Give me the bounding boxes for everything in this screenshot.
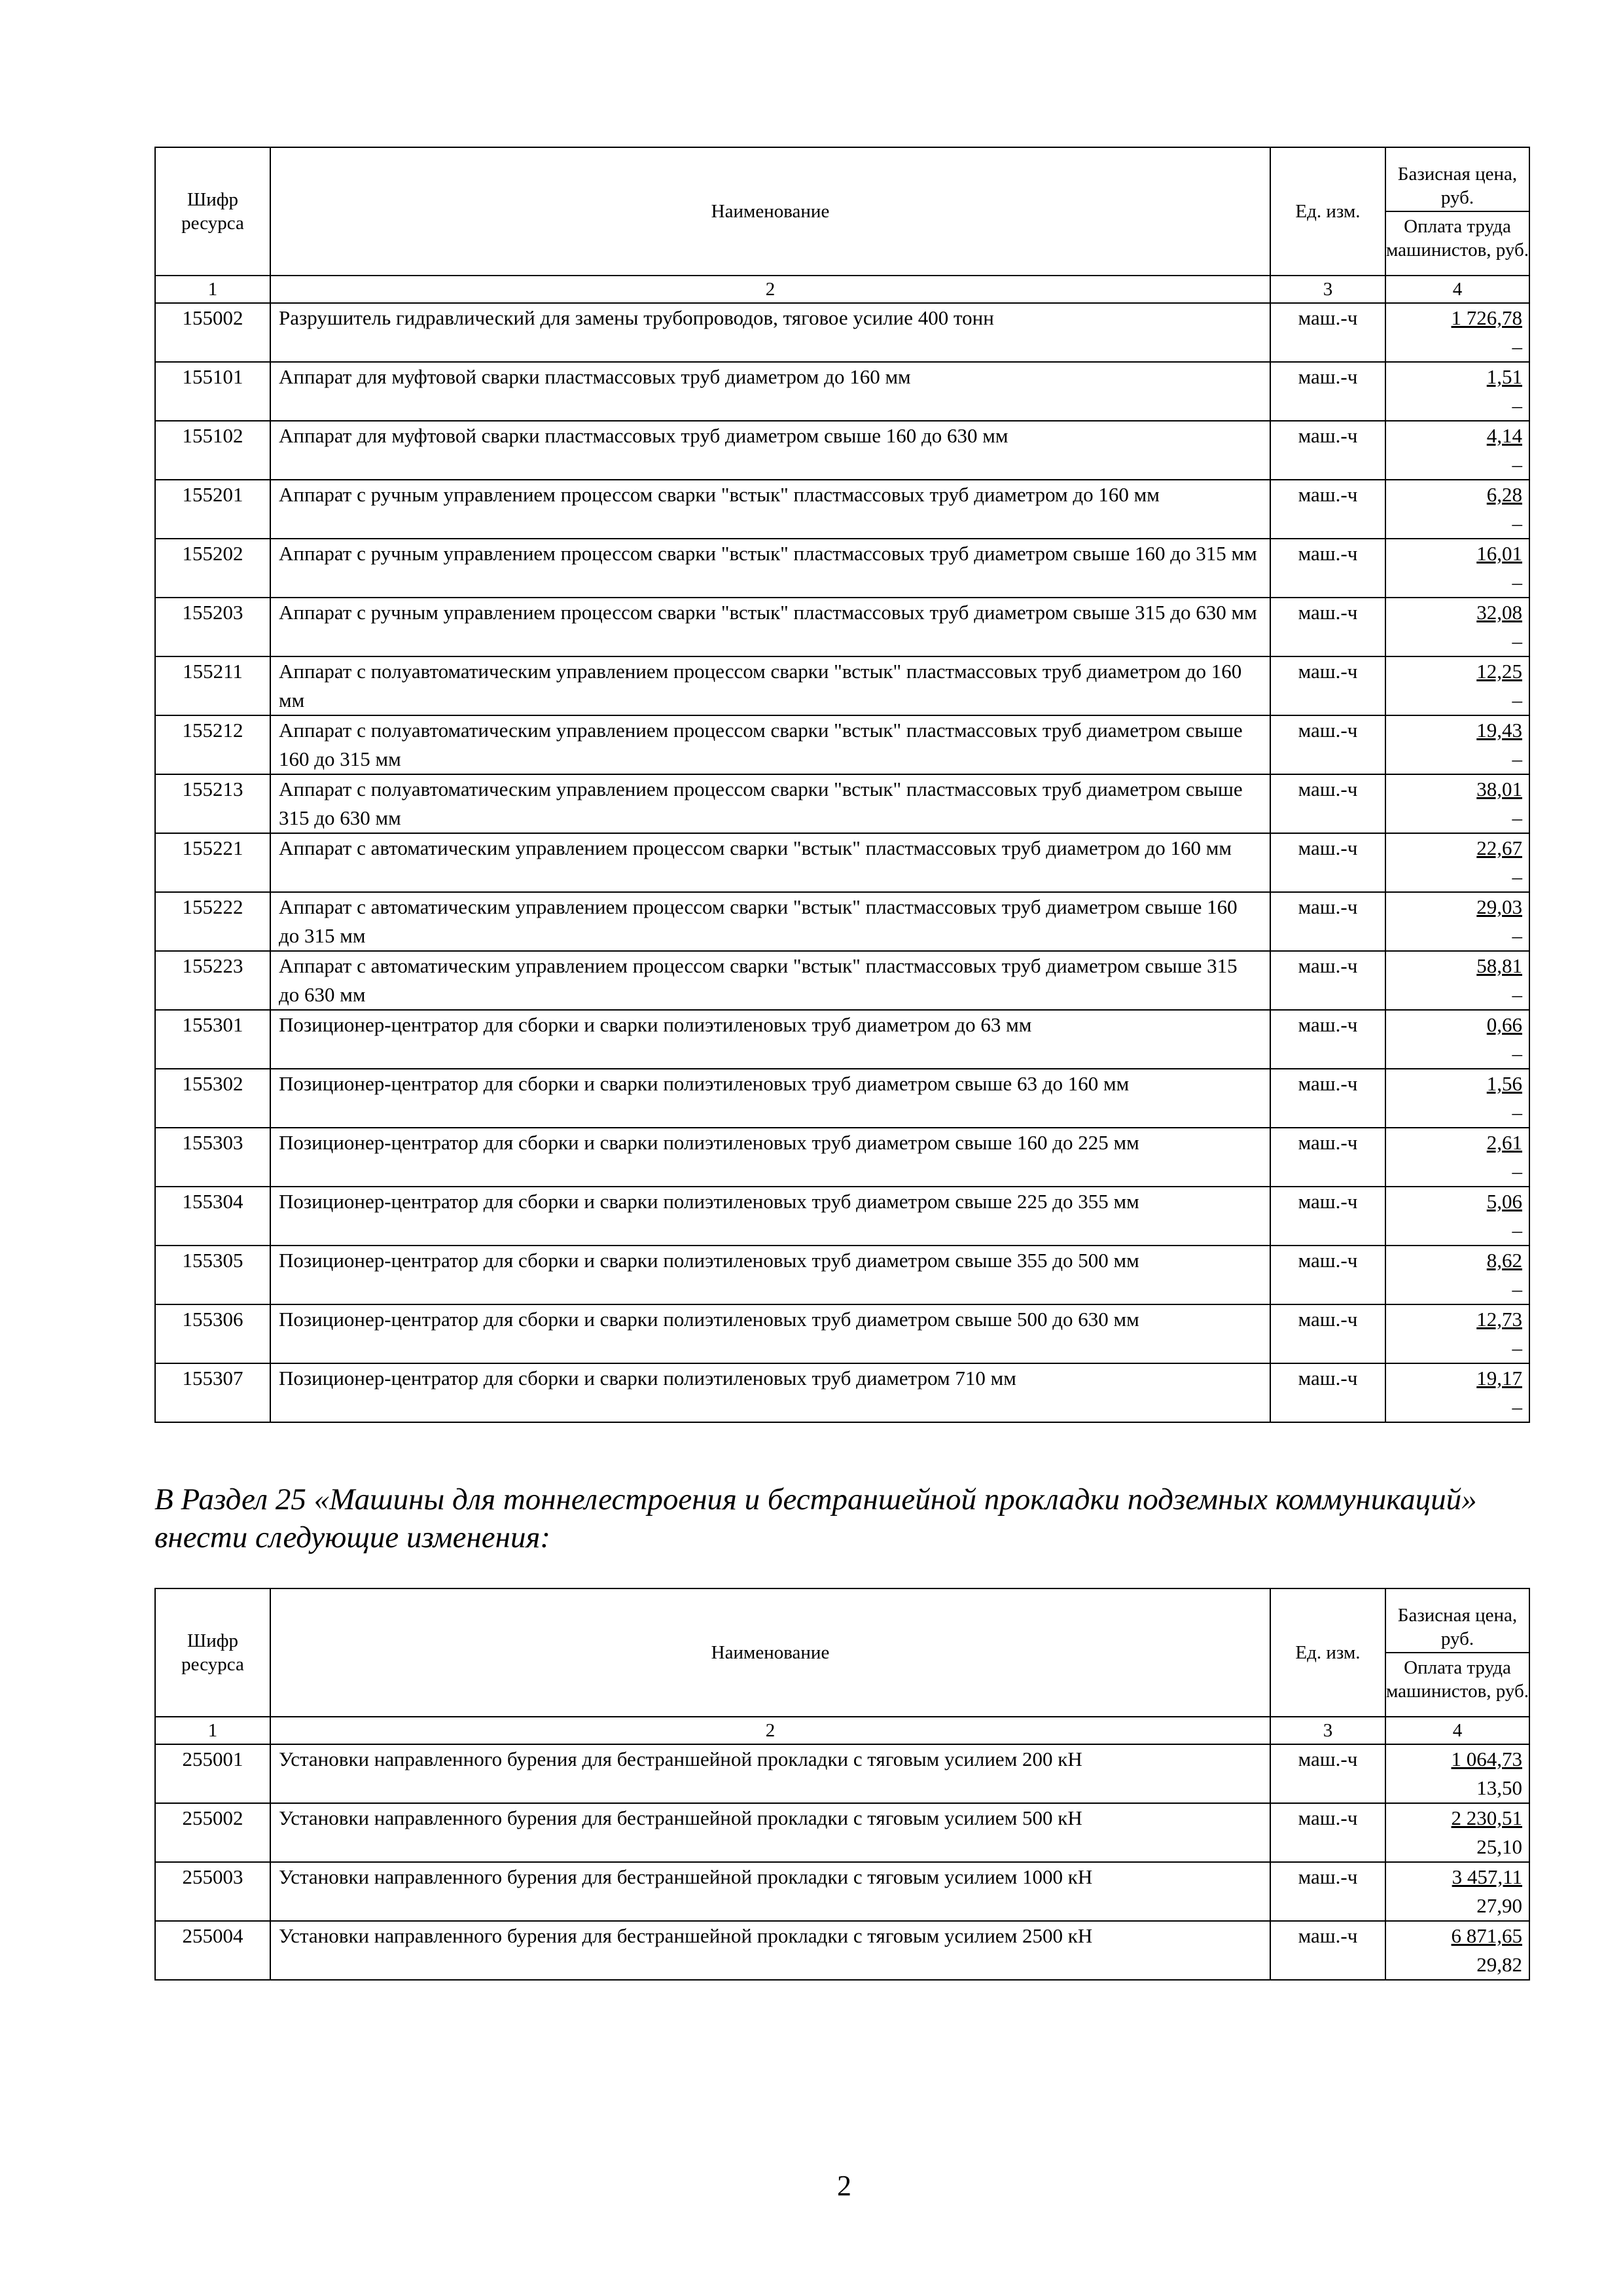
labor-price: – — [1512, 335, 1522, 358]
base-price: 32,08 — [1476, 601, 1522, 624]
section-heading: В Раздел 25 «Машины для тоннелестроения и бестраншейной прокладки подземных коммуникаций» внести следующие изменения: — [154, 1482, 1477, 1554]
resource-name: Аппарат с полуавтоматическим управлением процессом сварки "встык" пластмассовых труб диаметром свыше 315 до 630 мм — [270, 774, 1270, 833]
base-price: 0,66 — [1486, 1013, 1522, 1036]
base-price: 38,01 — [1476, 778, 1522, 800]
table-body — [155, 1744, 1529, 1980]
resource-unit: маш.-ч — [1270, 1069, 1385, 1128]
header-code: Шифр ресурса — [155, 147, 270, 276]
resource-unit: маш.-ч — [1270, 1128, 1385, 1187]
labor-price: – — [1512, 1101, 1522, 1124]
resource-price-cell — [1385, 1010, 1529, 1069]
base-price: 5,06 — [1486, 1190, 1522, 1213]
resource-name: Аппарат с автоматическим управлением процессом сварки "встык" пластмассовых труб диаметром до 160 мм — [270, 833, 1270, 892]
table-row — [155, 1803, 1529, 1862]
resource-price-cell — [1385, 1187, 1529, 1246]
labor-price: – — [1512, 512, 1522, 535]
resource-price-cell — [1385, 833, 1529, 892]
resource-code: 155002 — [155, 303, 270, 362]
resource-price-cell — [1385, 656, 1529, 715]
table-row — [155, 362, 1529, 421]
table-row — [155, 1069, 1529, 1128]
table-row — [155, 421, 1529, 480]
table-row — [155, 598, 1529, 656]
table-row — [155, 1246, 1529, 1304]
labor-price: – — [1512, 806, 1522, 829]
table-header-row — [155, 1588, 1529, 1717]
labor-price: – — [1512, 689, 1522, 711]
base-price: 58,81 — [1476, 954, 1522, 977]
resource-price-cell — [1385, 951, 1529, 1010]
resource-name: Аппарат с ручным управлением процессом сварки "встык" пластмассовых труб диаметром свыше 315 до 630 мм — [270, 598, 1270, 656]
base-price: 4,14 — [1486, 424, 1522, 447]
header-price — [1385, 147, 1529, 276]
labor-price: – — [1512, 571, 1522, 594]
resource-name: Установки направленного бурения для бестраншейной прокладки с тяговым усилием 1000 кН — [270, 1862, 1270, 1921]
resource-code: 155304 — [155, 1187, 270, 1246]
resource-name: Аппарат для муфтовой сварки пластмассовых труб диаметром до 160 мм — [270, 362, 1270, 421]
header-name: Наименование — [270, 1588, 1270, 1717]
resource-price-cell — [1385, 1862, 1529, 1921]
base-price: 2,61 — [1486, 1131, 1522, 1154]
resource-name: Позиционер-центратор для сборки и сварки полиэтиленовых труб диаметром 710 мм — [270, 1363, 1270, 1422]
column-number: 3 — [1270, 1717, 1385, 1744]
base-price: 8,62 — [1486, 1249, 1522, 1272]
resource-code: 155301 — [155, 1010, 270, 1069]
base-price: 1,56 — [1486, 1072, 1522, 1095]
page-number: 2 — [837, 2170, 851, 2202]
base-price: 12,25 — [1476, 660, 1522, 683]
labor-price: – — [1512, 453, 1522, 476]
column-number: 1 — [155, 1717, 270, 1744]
table-row — [155, 892, 1529, 951]
resource-code: 155307 — [155, 1363, 270, 1422]
resource-unit: маш.-ч — [1270, 421, 1385, 480]
labor-price: 27,90 — [1476, 1894, 1522, 1917]
resource-name: Аппарат с ручным управлением процессом сварки "встык" пластмассовых труб диаметром до 160 мм — [270, 480, 1270, 539]
resource-name: Позиционер-центратор для сборки и сварки полиэтиленовых труб диаметром свыше 160 до 225 мм — [270, 1128, 1270, 1187]
resource-code: 255001 — [155, 1744, 270, 1803]
column-number: 3 — [1270, 276, 1385, 303]
resource-name: Аппарат с ручным управлением процессом сварки "встык" пластмассовых труб диаметром свыше 160 до 315 мм — [270, 539, 1270, 598]
labor-price: – — [1512, 747, 1522, 770]
labor-price: – — [1512, 1160, 1522, 1183]
resource-price-cell — [1385, 1744, 1529, 1803]
header-unit: Ед. изм. — [1270, 1588, 1385, 1717]
labor-price: 25,10 — [1476, 1835, 1522, 1858]
labor-price: – — [1512, 983, 1522, 1006]
base-price: 1 064,73 — [1451, 1748, 1522, 1770]
resource-table-section-15 — [154, 147, 1530, 1423]
table-row — [155, 1921, 1529, 1980]
resource-unit: маш.-ч — [1270, 1010, 1385, 1069]
column-number: 2 — [270, 276, 1270, 303]
header-unit: Ед. изм. — [1270, 147, 1385, 276]
resource-code: 155213 — [155, 774, 270, 833]
resource-name: Позиционер-центратор для сборки и сварки полиэтиленовых труб диаметром свыше 63 до 160 мм — [270, 1069, 1270, 1128]
header-price-labor: Оплата труда машинистов, руб. — [1386, 216, 1529, 260]
header-name: Наименование — [270, 147, 1270, 276]
resource-code: 155222 — [155, 892, 270, 951]
resource-price-cell — [1385, 1304, 1529, 1363]
column-number: 2 — [270, 1717, 1270, 1744]
table-row — [155, 1363, 1529, 1422]
column-number: 1 — [155, 276, 270, 303]
resource-code: 155223 — [155, 951, 270, 1010]
resource-code: 255004 — [155, 1921, 270, 1980]
resource-code: 155201 — [155, 480, 270, 539]
base-price: 3 457,11 — [1452, 1865, 1522, 1888]
resource-name: Установки направленного бурения для бестраншейной прокладки с тяговым усилием 200 кН — [270, 1744, 1270, 1803]
resource-code: 155212 — [155, 715, 270, 774]
resource-code: 155203 — [155, 598, 270, 656]
table-row — [155, 303, 1529, 362]
table-header-row — [155, 147, 1529, 276]
base-price: 6,28 — [1486, 483, 1522, 506]
base-price: 16,01 — [1476, 542, 1522, 565]
resource-price-cell — [1385, 362, 1529, 421]
header-price-base: Базисная цена, руб. — [1386, 1597, 1529, 1653]
resource-price-cell — [1385, 1128, 1529, 1187]
resource-name: Позиционер-центратор для сборки и сварки полиэтиленовых труб диаметром свыше 355 до 500 мм — [270, 1246, 1270, 1304]
resource-price-cell — [1385, 1246, 1529, 1304]
resource-price-cell — [1385, 1921, 1529, 1980]
table-row — [155, 774, 1529, 833]
resource-price-cell — [1385, 303, 1529, 362]
resource-name: Аппарат с полуавтоматическим управлением процессом сварки "встык" пластмассовых труб диаметром до 160 мм — [270, 656, 1270, 715]
resource-price-cell — [1385, 1363, 1529, 1422]
resource-name: Разрушитель гидравлический для замены трубопроводов, тяговое усилие 400 тонн — [270, 303, 1270, 362]
resource-price-cell — [1385, 421, 1529, 480]
resource-unit: маш.-ч — [1270, 1803, 1385, 1862]
resource-code: 155303 — [155, 1128, 270, 1187]
resource-name: Аппарат с автоматическим управлением процессом сварки "встык" пластмассовых труб диаметром свыше 315 до 630 мм — [270, 951, 1270, 1010]
resource-name: Аппарат для муфтовой сварки пластмассовых труб диаметром свыше 160 до 630 мм — [270, 421, 1270, 480]
header-price-labor: Оплата труда машинистов, руб. — [1386, 1657, 1529, 1702]
resource-code: 155221 — [155, 833, 270, 892]
table-row — [155, 480, 1529, 539]
base-price: 2 230,51 — [1451, 1806, 1522, 1829]
resource-price-cell — [1385, 539, 1529, 598]
column-number: 4 — [1385, 276, 1529, 303]
resource-price-cell — [1385, 774, 1529, 833]
labor-price: – — [1512, 1042, 1522, 1065]
labor-price: – — [1512, 924, 1522, 947]
base-price: 1,51 — [1486, 365, 1522, 388]
resource-code: 255003 — [155, 1862, 270, 1921]
base-price: 19,43 — [1476, 719, 1522, 742]
resource-price-cell — [1385, 1803, 1529, 1862]
resource-unit: маш.-ч — [1270, 480, 1385, 539]
header-code: Шифр ресурса — [155, 1588, 270, 1717]
resource-unit: маш.-ч — [1270, 1921, 1385, 1980]
resource-unit: маш.-ч — [1270, 656, 1385, 715]
resource-unit: маш.-ч — [1270, 1363, 1385, 1422]
resource-unit: маш.-ч — [1270, 951, 1385, 1010]
header-price — [1385, 1588, 1529, 1717]
resource-code: 155202 — [155, 539, 270, 598]
resource-unit: маш.-ч — [1270, 892, 1385, 951]
table-row — [155, 1010, 1529, 1069]
resource-name: Установки направленного бурения для бестраншейной прокладки с тяговым усилием 500 кН — [270, 1803, 1270, 1862]
labor-price: – — [1512, 1278, 1522, 1300]
labor-price: – — [1512, 630, 1522, 653]
table-row — [155, 656, 1529, 715]
base-price: 12,73 — [1476, 1308, 1522, 1331]
base-price: 6 871,65 — [1451, 1924, 1522, 1947]
resource-unit: маш.-ч — [1270, 833, 1385, 892]
resource-unit: маш.-ч — [1270, 1304, 1385, 1363]
table-row — [155, 1128, 1529, 1187]
resource-unit: маш.-ч — [1270, 715, 1385, 774]
resource-code: 155305 — [155, 1246, 270, 1304]
labor-price: – — [1512, 394, 1522, 417]
resource-name: Аппарат с полуавтоматическим управлением процессом сварки "встык" пластмассовых труб диаметром свыше 160 до 315 мм — [270, 715, 1270, 774]
labor-price: – — [1512, 1219, 1522, 1242]
resource-code: 155302 — [155, 1069, 270, 1128]
resource-name: Позиционер-центратор для сборки и сварки полиэтиленовых труб диаметром до 63 мм — [270, 1010, 1270, 1069]
table-row — [155, 1304, 1529, 1363]
resource-price-cell — [1385, 892, 1529, 951]
column-number: 4 — [1385, 1717, 1529, 1744]
resource-unit: маш.-ч — [1270, 539, 1385, 598]
resource-name: Аппарат с автоматическим управлением процессом сварки "встык" пластмассовых труб диаметром свыше 160 до 315 мм — [270, 892, 1270, 951]
resource-price-cell — [1385, 715, 1529, 774]
resource-code: 155306 — [155, 1304, 270, 1363]
column-number-row — [155, 276, 1529, 303]
resource-code: 155101 — [155, 362, 270, 421]
resource-name: Установки направленного бурения для бестраншейной прокладки с тяговым усилием 2500 кН — [270, 1921, 1270, 1980]
table-row — [155, 1862, 1529, 1921]
table-row — [155, 1187, 1529, 1246]
resource-price-cell — [1385, 598, 1529, 656]
resource-price-cell — [1385, 480, 1529, 539]
base-price: 29,03 — [1476, 895, 1522, 918]
resource-unit: маш.-ч — [1270, 598, 1385, 656]
resource-code: 155211 — [155, 656, 270, 715]
base-price: 1 726,78 — [1451, 306, 1522, 329]
table-row — [155, 715, 1529, 774]
resource-unit: маш.-ч — [1270, 362, 1385, 421]
labor-price: – — [1512, 1395, 1522, 1418]
resource-unit: маш.-ч — [1270, 1862, 1385, 1921]
resource-name: Позиционер-центратор для сборки и сварки полиэтиленовых труб диаметром свыше 225 до 355 мм — [270, 1187, 1270, 1246]
resource-table-section-25 — [154, 1588, 1530, 1981]
labor-price: – — [1512, 1336, 1522, 1359]
table-row — [155, 951, 1529, 1010]
table-row — [155, 833, 1529, 892]
resource-price-cell — [1385, 1069, 1529, 1128]
resource-unit: маш.-ч — [1270, 1187, 1385, 1246]
labor-price: – — [1512, 865, 1522, 888]
resource-name: Позиционер-центратор для сборки и сварки полиэтиленовых труб диаметром свыше 500 до 630 мм — [270, 1304, 1270, 1363]
base-price: 22,67 — [1476, 836, 1522, 859]
table-body — [155, 303, 1529, 1422]
labor-price: 13,50 — [1476, 1776, 1522, 1799]
table-row — [155, 1744, 1529, 1803]
resource-unit: маш.-ч — [1270, 1744, 1385, 1803]
resource-unit: маш.-ч — [1270, 303, 1385, 362]
header-price-base: Базисная цена, руб. — [1386, 156, 1529, 212]
resource-code: 255002 — [155, 1803, 270, 1862]
labor-price: 29,82 — [1476, 1953, 1522, 1976]
table-row — [155, 539, 1529, 598]
base-price: 19,17 — [1476, 1367, 1522, 1390]
resource-unit: маш.-ч — [1270, 1246, 1385, 1304]
column-number-row — [155, 1717, 1529, 1744]
resource-unit: маш.-ч — [1270, 774, 1385, 833]
resource-code: 155102 — [155, 421, 270, 480]
